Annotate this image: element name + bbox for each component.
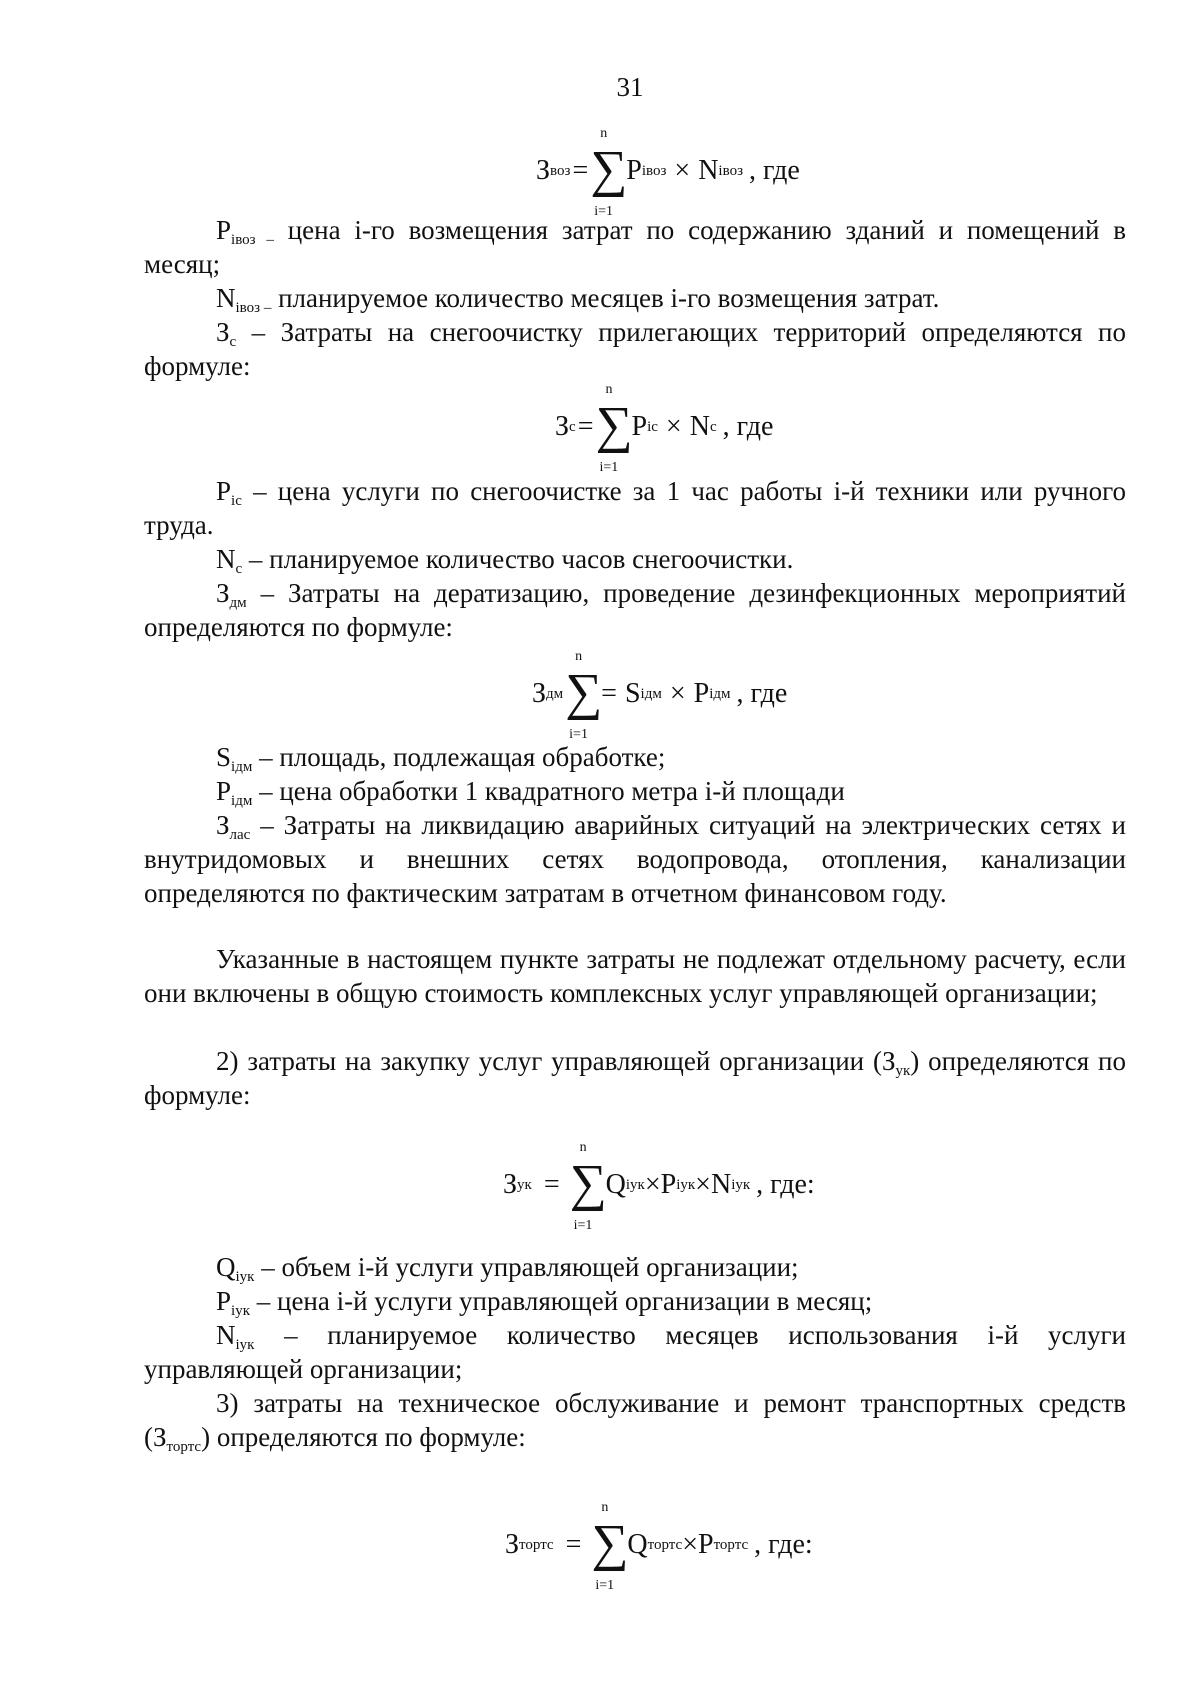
paragraph-p-ic: $P_{ic}$ – цена услуги по снегоочистке за 1 час работы i-й техники или ручного труда. xyxy=(144,476,1126,540)
paragraph-n-ivoz: $N_{iвоз -}$ планируемое количество месяцев i-го возмещения затрат. xyxy=(216,283,940,316)
paragraph-z-dm: $З_{дм}$ – Затраты на дератизацию, проведение дезинфекционных мероприятий определяются по формуле: xyxy=(144,578,1126,642)
formula-ztortc: З тортс = ∑ n i=1 Q тортс × P тортс , где: xyxy=(505,1500,813,1593)
formula-zc: З с = ∑ n i=1 P ic × N c , где xyxy=(555,382,774,475)
sum-icon: ∑ n i=1 xyxy=(590,126,628,219)
sum-icon: ∑ n i=1 xyxy=(569,1140,607,1233)
page-number: 31 xyxy=(616,72,644,102)
paragraph-z-las: $З_{лас}$ – Затраты на ликвидацию аварийных ситуаций на электрических сетях и внутридомовых и внешних сетях водопровода, отопления, канализации определяются по фактическим затратам в отчетном финансовом году. xyxy=(144,810,1126,908)
formula-zvoz: З воз = ∑ n i=1 P iвоз × N iвоз , где xyxy=(536,126,800,219)
paragraph-p-idm: $P_{iдм}$ – цена обработки 1 квадратного метра i-й площади xyxy=(216,776,845,809)
sum-icon: ∑ n i=1 xyxy=(565,649,603,742)
formula-zdm: З дм ∑ n i=1 = S iдм × P iдм , где xyxy=(532,649,788,742)
paragraph-item-2: 2) затраты на закупку услуг управляющей организации $(З_{ук})$ определяются по формуле: xyxy=(144,1046,1126,1110)
sum-icon: ∑ n i=1 xyxy=(595,382,633,475)
paragraph-p-iuk: $P_{iук}$ – цена i-й услуги управляющей организации в месяц; xyxy=(216,1286,873,1319)
paragraph-s-idm: $S_{iдм}$ – площадь, подлежащая обработке; xyxy=(216,742,666,775)
formula-zuk: З ук = ∑ n i=1 Q iук × P iук × N iук , где: xyxy=(503,1140,815,1233)
paragraph-n-iuk: $N_{iук}$ – планируемое количество месяцев использования i-й услуги управляющей организации; xyxy=(144,1320,1126,1384)
paragraph-q-iuk: $Q_{iук}$ – объем i-й услуги управляющей организации; xyxy=(216,1252,799,1285)
paragraph-note: Указанные в настоящем пункте затраты не подлежат отдельному расчету, если они включены в общую стоимость комплексных услуг управляющей организации; xyxy=(144,944,1126,1008)
paragraph-p-ivoz: $P_{iвоз -}$ цена i-го возмещения затрат по содержанию зданий и помещений в месяц; xyxy=(144,215,1126,279)
paragraph-z-c: $З_с$ – Затраты на снегоочистку прилегающих территорий определяются по формуле: xyxy=(144,317,1126,381)
paragraph-item-3: 3) затраты на техническое обслуживание и ремонт транспортных средств $(З_{тортс})$ определяются по формуле: xyxy=(144,1388,1126,1455)
sum-icon: ∑ n i=1 xyxy=(591,1500,629,1593)
paragraph-n-c: $N_c$ – планируемое количество часов снегоочистки. xyxy=(216,544,794,577)
